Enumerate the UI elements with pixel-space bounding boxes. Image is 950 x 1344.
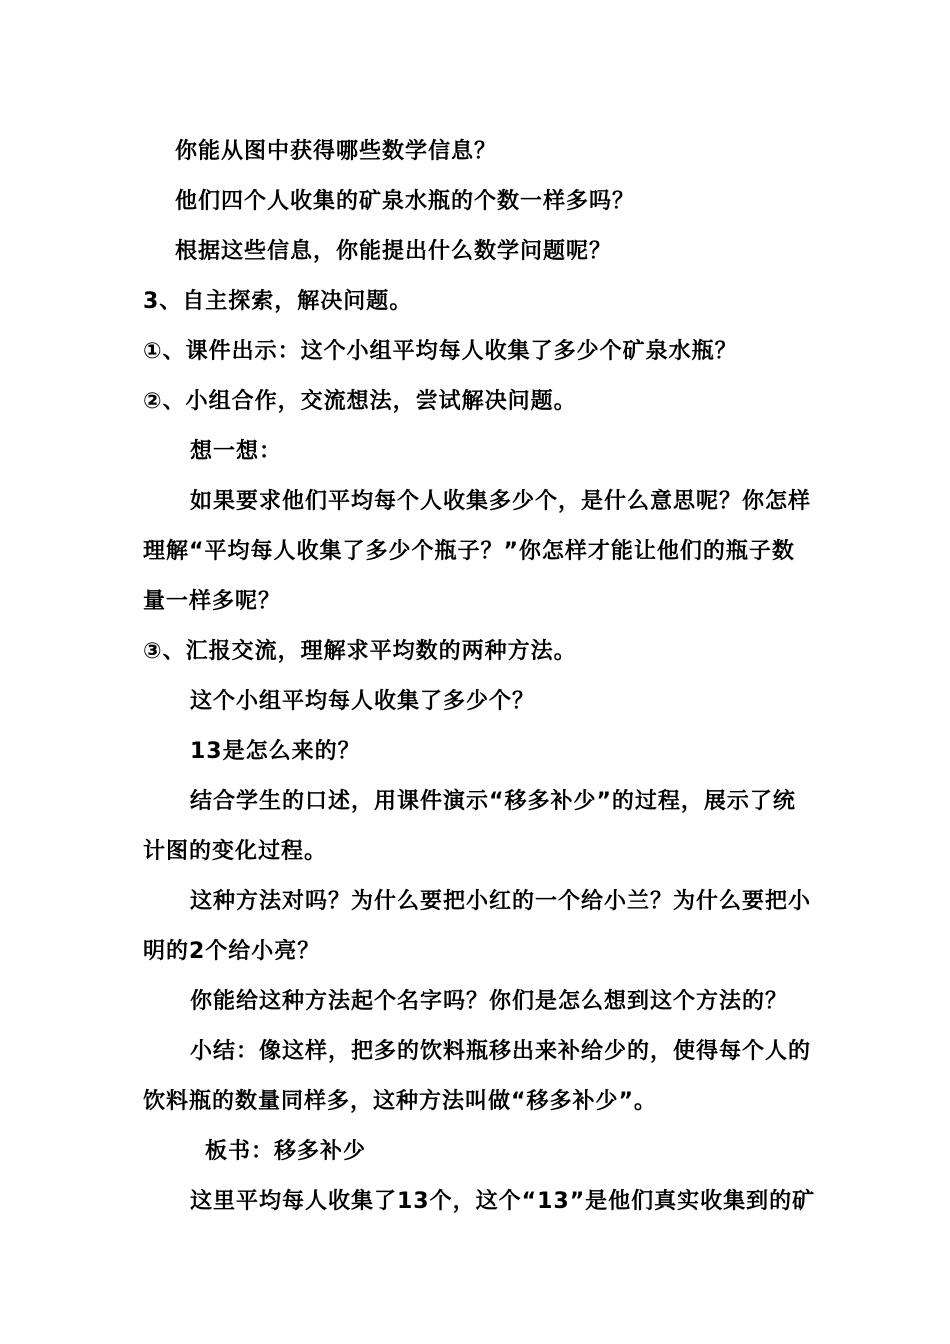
step-heading: ②、小组合作，交流想法，尝试解决问题。 [143,389,577,414]
step-heading: ①、课件出示：这个小组平均每人收集了多少个矿泉水瓶？ [143,339,738,364]
summary-line: 小结：像这样，把多的饮料瓶移出来补给少的，使得每个人的 [190,1039,812,1064]
paragraph-line: 你能从图中获得哪些数学信息？ [175,139,498,164]
paragraph-line: 这种方法对吗？为什么要把小红的一个给小兰？为什么要把小 [190,889,812,914]
paragraph-line: 如果要求他们平均每个人收集多少个，是什么意思呢？你怎样 [190,489,812,514]
paragraph-line: 计图的变化过程。 [143,839,328,864]
step-heading: ③、汇报交流，理解求平均数的两种方法。 [143,639,577,664]
summary-line: 饮料瓶的数量同样多，这种方法叫做“移多补少”。 [143,1089,657,1114]
section-heading: 3、自主探索，解决问题。 [143,289,413,314]
paragraph-line: 理解“平均每人收集了多少个瓶子？”你怎样才能让他们的瓶子数 [143,539,795,564]
subheading: 想一想： [190,439,283,464]
paragraph-line: 明的2个给小亮？ [143,939,321,964]
paragraph-line: 这里平均每人收集了13个，这个“13”是他们真实收集到的矿 [190,1189,816,1214]
paragraph-line: 13是怎么来的？ [190,739,361,764]
board-note: 板书：移多补少 [205,1139,367,1164]
paragraph-line: 结合学生的口述，用课件演示“移多补少”的过程，展示了统 [190,789,796,814]
paragraph-line: 他们四个人收集的矿泉水瓶的个数一样多吗？ [175,189,636,214]
paragraph-line: 根据这些信息，你能提出什么数学问题呢？ [175,239,613,264]
paragraph-line: 你能给这种方法起个名字吗？你们是怎么想到这个方法的？ [190,989,789,1014]
paragraph-line: 这个小组平均每人收集了多少个？ [190,689,536,714]
paragraph-line: 量一样多呢？ [143,589,282,614]
